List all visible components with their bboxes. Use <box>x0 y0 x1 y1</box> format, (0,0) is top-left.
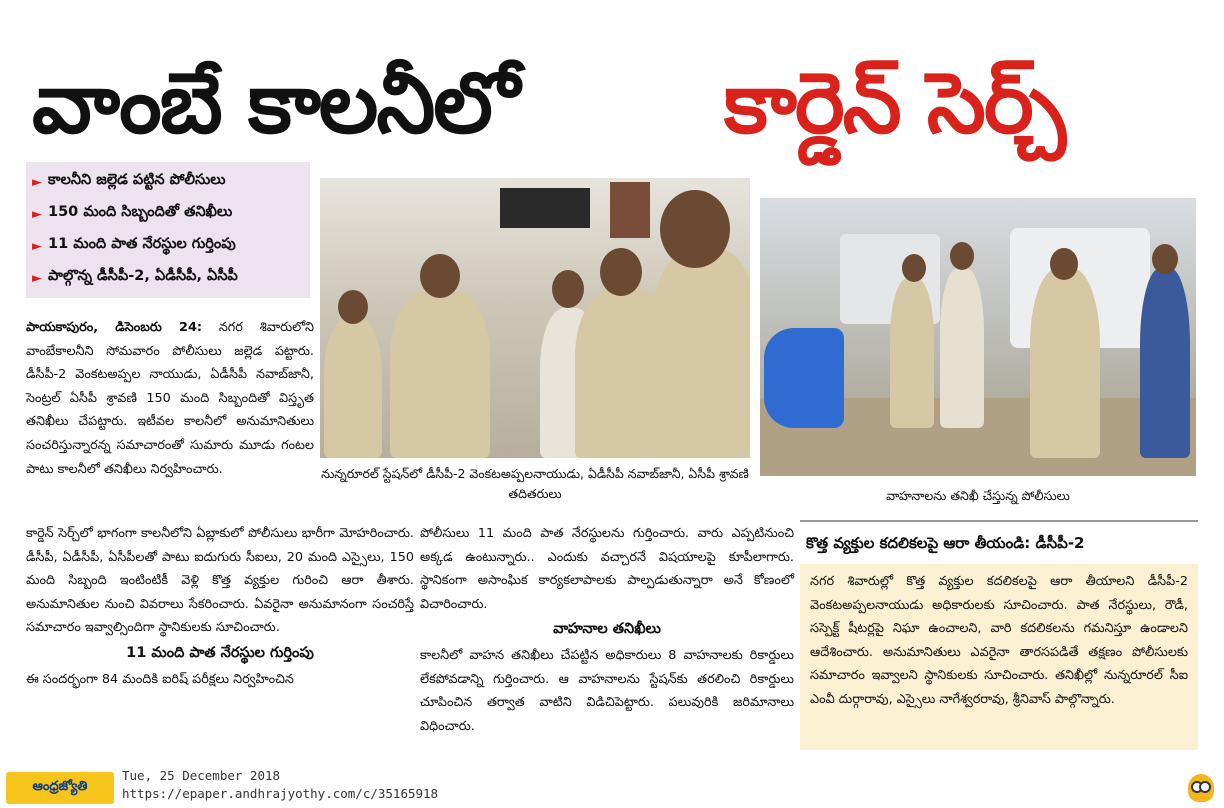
owl-icon[interactable] <box>1188 774 1214 802</box>
footer-url[interactable]: https://epaper.andhrajyothy.com/c/35165918 <box>122 786 439 801</box>
headline-part2: కార్డెన్ సెర్చ్ <box>724 54 1065 152</box>
highlight-item: ► 11 మంది పాత నేరస్థుల గుర్తింపు <box>32 236 236 254</box>
andhrajyothy-logo[interactable]: ఆంధ్రజ్యోతి <box>6 772 114 804</box>
subheading-vehicle-checks: వాహనాల తనిఖీలు <box>553 621 661 638</box>
police-station-photo <box>320 178 750 458</box>
article-paragraph: కార్డెన్ సెర్చ్‌లో భాగంగా కాలనీలోని ఏబ్లాకులో పోలీసులు భారీగా మోహరించారు. డీసీపీ, ఏడీసీపీ, ఏసీపీలతో పాటు ఐదుగురు సీఐలు, 20 మంది ఎస్సైలు, 150 మంది సిబ్బంది ఇంటింటికీ వెళ్లి కొత్త వ్యక్తుల గురించి ఆరా తీశారు. అనుమానితుల నుంచి వివరాలు సేకరించారు. ఏవరైనా అనుమానంగా సంచరిస్తే సమాచారం ఇవ్వాల్సిందిగా స్థానికులకు సూచించారు. <box>26 526 414 636</box>
subheading-old-offenders: 11 మంది పాత నేరస్థుల గుర్తింపు <box>126 644 314 661</box>
article-paragraph: పోలీసులు 11 మంది పాత నేరస్థులను గుర్తించారు. వారు ఎప్పటినుంచి అక్కడ ఉంటున్నారు.. ఎందుకు వచ్చారనే విషయాలపై కూపీలాగారు. స్థానికంగా అసాంఘిక కార్యకలాపాలకు పాల్పడుతున్నారా అనే కోణంలో విచారించారు. <box>420 526 794 612</box>
arrow-icon: ► <box>32 174 42 190</box>
article-paragraph: ఈ సందర్భంగా 84 మందికి ఐరిష్ పరీక్షలు నిర్వహించిన <box>26 671 294 687</box>
article-paragraph: నగర శివారులోని వాంబేకాలనీని సోమవారం పోలీసులు జల్లెడ పట్టారు. డీసీపీ-2 వెంకటఅప్పల నాయుడు, ఏడీసీపీ నవాబ్‌జానీ, సెంట్రల్ ఏసీపీ శ్రావణి 150 మంది సిబ్బందితో విస్తృత తనిఖీలు చేపట్టారు. ఇటీవల కాలనీలో అనుమానితులు సంచరిస్తున్నారన్న సమాచారంతో సుమారు మూడు గంటల పాటు కాలనీలో తనిఖీలు నిర్వహించారు. <box>26 320 314 477</box>
sidebar-body: నగర శివారుల్లో కొత్త వ్యక్తుల కదలికలపై ఆరా తీయాలని డీసీపీ-2 వెంకటఅప్పలనాయుడు అధికారులకు సూచించారు. పాత నేరస్థులు, రౌడీ, సస్పెక్ట్ షీటర్లపై నిఘా ఉంచాలని, వారి కదలికలను గమనిస్తూ ఉండాలని ఆదేశించారు. అనుమానితులు ఎవరైనా తారసపడితే తక్షణం పోలీసులకు సమాచారం ఇవ్వాలని స్థానికులకు సూచించారు. తనిఖీల్లో నున్నరూరల్ సీఐ ఎంవీ దుర్గారావు, ఎస్సైలు నాగేశ్వరరావు, శ్రీనివాస్ పాల్గొన్నారు. <box>800 564 1198 750</box>
headline <box>24 48 1204 166</box>
photo1-caption: నున్నరూరల్ స్టేషన్‌లో డీసీపీ-2 వెంకటఅప్పలనాయుడు, ఏడీసీపీ నవాబ్‌జానీ, ఏసీపీ శ్రావణి తదితరులు <box>321 466 749 501</box>
highlight-item: ► పాల్గొన్న డీసీపీ-2, ఏడీసీపీ, ఏసీపీ <box>32 268 238 286</box>
vehicle-check-photo <box>760 198 1196 476</box>
epaper-footer <box>0 764 1224 808</box>
dateline: పాయకాపురం, డిసెంబరు 24: <box>26 320 202 335</box>
article-paragraph: కాలనీలో వాహన తనిఖీలు చేపట్టిన అధికారులు 8 వాహనాలకు రికార్డులు లేకపోవడాన్ని గుర్తించారు. ఆ వాహనాలను స్టేషన్‌కు తరలించి రికార్డులు చూపించిన తర్వాత వాటిని విడిచిపెట్టారు. పలువురికి జరిమానాలు విధించారు. <box>420 647 794 734</box>
sidebar-box <box>800 520 1198 752</box>
arrow-icon: ► <box>32 206 42 222</box>
photo2-caption: వాహనాలను తనిఖీ చేస్తున్న పోలీసులు <box>886 488 1070 503</box>
article-column-3 <box>420 522 794 738</box>
footer-date: Tue, 25 December 2018 <box>122 768 281 783</box>
arrow-icon: ► <box>32 270 42 286</box>
article-column-1 <box>26 316 314 481</box>
sidebar-title: కొత్త వ్యక్తుల కదలికలపై ఆరా తీయండి: డీసీపీ-2 <box>800 520 1198 564</box>
headline-part1: వాంబే కాలనీలో <box>32 54 518 152</box>
article-column-2 <box>26 522 414 691</box>
highlight-item: ► 150 మంది సిబ్బందితో తనిఖీలు <box>32 204 233 222</box>
highlight-item: ► కాలనీని జల్లెడ పట్టిన పోలీసులు <box>32 172 226 190</box>
arrow-icon: ► <box>32 238 42 254</box>
highlights-box <box>26 162 310 298</box>
